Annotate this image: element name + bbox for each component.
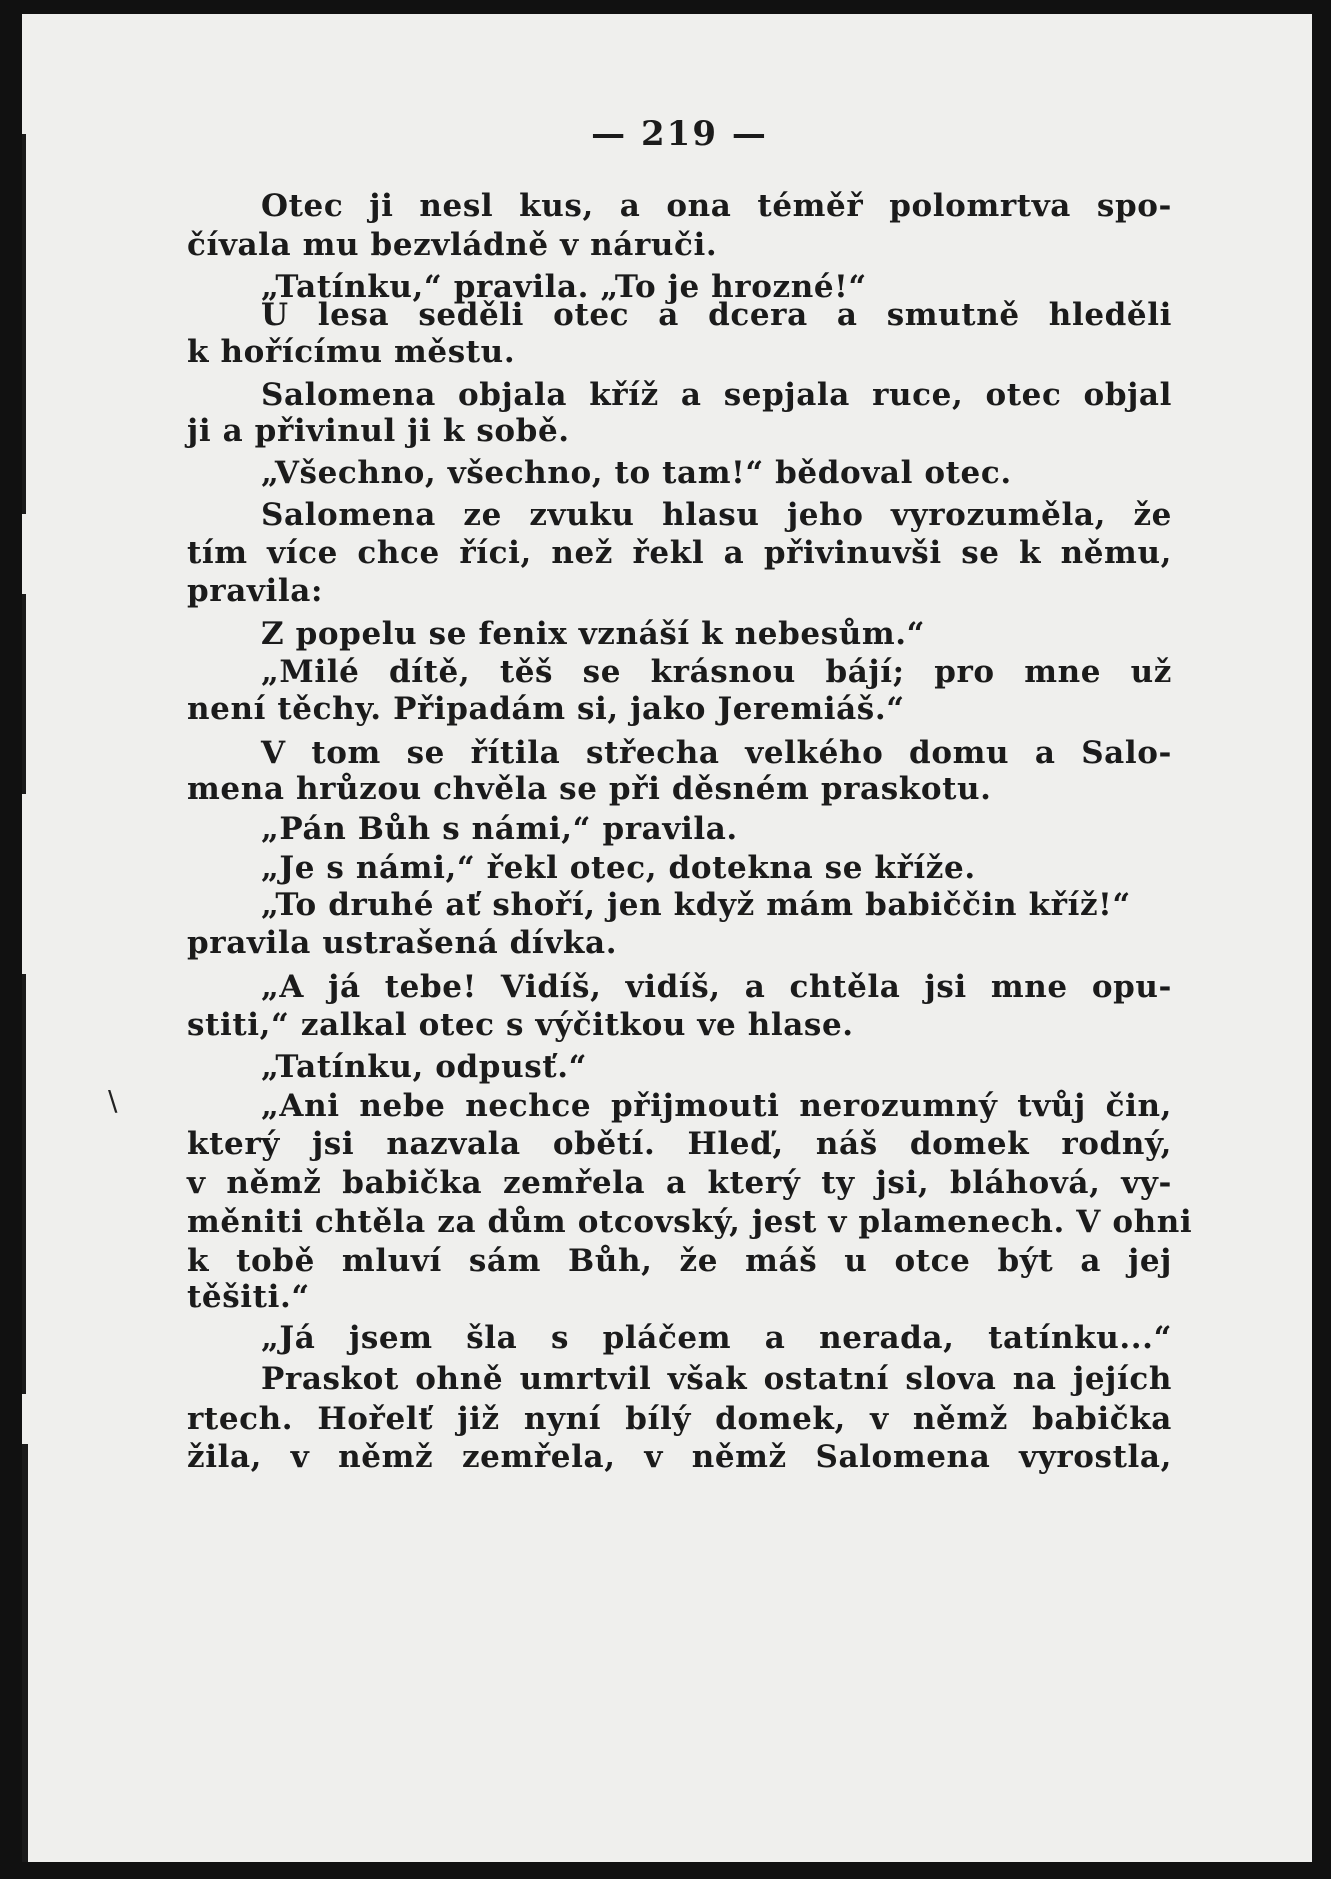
text-line: Praskot ohně umrtvil však ostatní slova na jejích: [261, 1361, 1172, 1397]
text-line: k hořícímu městu.: [187, 334, 516, 370]
text-line: „Ani nebe nechce přijmouti nerozumný tvůj čin,: [261, 1088, 1172, 1124]
text-line: měniti chtěla za dům otcovský, jest v plamenech. V ohni: [187, 1204, 1193, 1240]
text-line: žila, v němž zemřela, v němž Salomena vyrostla,: [187, 1439, 1172, 1475]
text-line: pravila:: [187, 573, 323, 609]
text-line: V tom se řítila střecha velkého domu a Salo-: [261, 735, 1172, 771]
binding-edge-mark: [22, 594, 26, 794]
text-line: Otec ji nesl kus, a ona téměř polomrtva spo-: [261, 188, 1172, 224]
text-line: který jsi nazvala obětí. Hleď, náš domek rodný,: [187, 1126, 1172, 1162]
text-line: Z popelu se fenix vznáší k nebesům.“: [261, 616, 926, 652]
text-line: „Je s námi,“ řekl otec, dotekna se kříže.: [261, 850, 976, 886]
text-line: pravila ustrašená dívka.: [187, 925, 618, 961]
text-line: „A já tebe! Vidíš, vidíš, a chtěla jsi mne opu-: [261, 969, 1172, 1005]
text-line: mena hrůzou chvěla se při děsném praskotu.: [187, 771, 992, 807]
text-line: k tobě mluví sám Bůh, že máš u otce být a jej: [187, 1243, 1172, 1279]
text-line: není těchy. Připadám si, jako Jeremiáš.“: [187, 691, 905, 727]
text-line: ji a přivinul ji k sobě.: [187, 413, 570, 449]
text-line: „To druhé ať shoří, jen když mám babiččin kříž!“: [261, 887, 1131, 923]
binding-edge-mark: [22, 1444, 28, 1862]
stray-ink-mark: \: [108, 1084, 118, 1117]
text-line: stiti,“ zalkal otec s výčitkou ve hlase.: [187, 1007, 854, 1043]
text-line: „Tatínku,“ pravila. „To je hrozné!“: [261, 269, 867, 305]
text-line: čívala mu bezvládně v náruči.: [187, 227, 718, 263]
text-line: rtech. Hořelť již nyní bílý domek, v němž babička: [187, 1401, 1172, 1437]
text-line: tím více chce říci, než řekl a přivinuvši se k němu,: [187, 535, 1172, 571]
text-line: těšiti.“: [187, 1279, 310, 1315]
text-line: „Všechno, všechno, to tam!“ bědoval otec.: [261, 455, 1012, 491]
text-line: „Milé dítě, těš se krásnou bájí; pro mne už: [261, 654, 1172, 690]
book-page: [22, 14, 1312, 1862]
page-number: — 219 —: [591, 114, 768, 154]
text-line: „Pán Bůh s námi,“ pravila.: [261, 811, 738, 847]
text-line: „Tatínku, odpusť.“: [261, 1049, 588, 1085]
text-line: „Já jsem šla s pláčem a nerada, tatínku...“: [261, 1320, 1172, 1356]
text-line: U lesa seděli otec a dcera a smutně hleděli: [261, 297, 1172, 333]
binding-edge-mark: [22, 134, 26, 514]
text-line: Salomena objala kříž a sepjala ruce, otec objal: [261, 377, 1172, 413]
binding-edge-mark: [22, 974, 26, 1394]
text-line: v němž babička zemřela a který ty jsi, bláhová, vy-: [187, 1165, 1172, 1201]
text-line: Salomena ze zvuku hlasu jeho vyrozuměla, že: [261, 497, 1172, 533]
